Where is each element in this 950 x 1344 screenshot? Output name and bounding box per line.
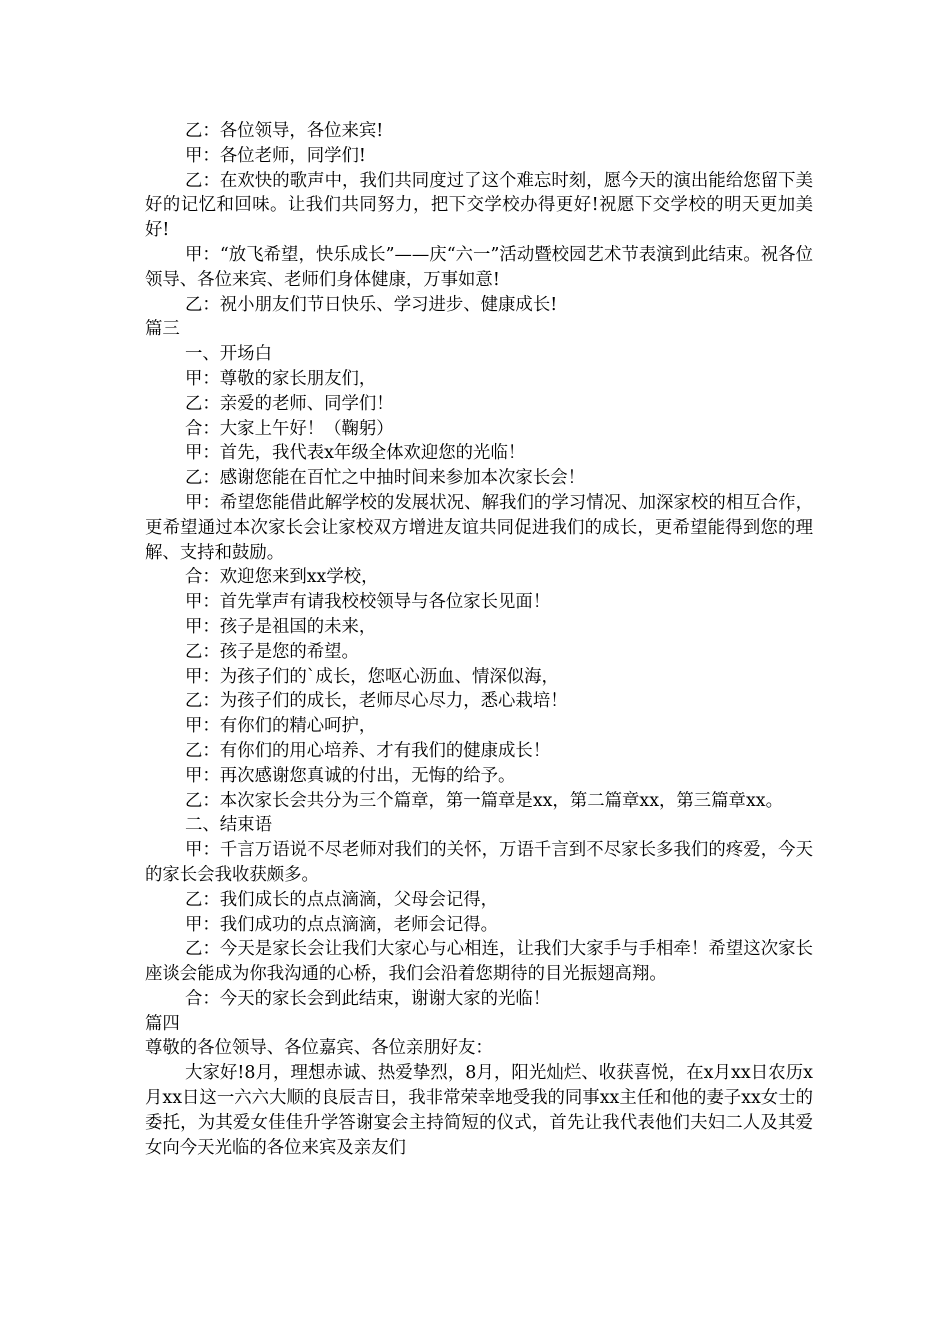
paragraph: 大家好!8月，理想赤诚、热爱挚烈，8月，阳光灿烂、收获喜悦，在x月xx日农历x月xx日这一六六大顺的良辰吉日，我非常荣幸地受我的同事xx主任和他的妻子xx女士的委托，为其爱女佳佳升学答谢宴会主持简短的仪式，首先让我代表他们夫妇二人及其爱女向今天光临的各位来宾及亲友们 xyxy=(145,1063,813,1158)
salutation: 尊敬的各位领导、各位嘉宾、各位亲朋好友： xyxy=(145,1038,493,1059)
paragraph: 甲：首先掌声有请我校校领导与各位家长见面！ xyxy=(185,592,551,613)
paragraph: 甲：首先，我代表x年级全体欢迎您的光临！ xyxy=(185,443,526,464)
paragraph: 甲：“放飞希望，快乐成长”——庆“六一”活动暨校园艺术节表演到此结束。祝各位领导、各位来宾、老师们身体健康，万事如意! xyxy=(145,244,813,290)
paragraph: 乙：为孩子们的成长，老师尽心尽力，悉心栽培！ xyxy=(185,691,568,712)
paragraph: 甲：为孩子们的`成长，您呕心沥血、情深似海， xyxy=(185,666,559,687)
paragraph: 甲：千言万语说不尽老师对我们的关怀，万语千言到不尽家长多我们的疼爱，今天的家长会我收获颇多。 xyxy=(145,840,813,885)
paragraph: 甲：各位老师，同学们! xyxy=(185,145,366,166)
paragraph: 合：欢迎您来到xx学校， xyxy=(185,567,379,588)
paragraph: 甲：孩子是祖国的未来， xyxy=(185,616,377,637)
paragraph: 甲：有你们的精心呵护， xyxy=(185,716,377,737)
paragraph: 合：今天的家长会到此结束，谢谢大家的光临！ xyxy=(185,988,551,1009)
paragraph: 甲：尊敬的家长朋友们， xyxy=(185,368,377,389)
paragraph: 乙：本次家长会共分为三个篇章，第一篇章是xx，第二篇章xx，第三篇章xx。 xyxy=(185,790,783,811)
section-heading: 篇三 xyxy=(145,319,180,340)
paragraph: 乙：感谢您能在百忙之中抽时间来参加本次家长会！ xyxy=(185,468,585,489)
paragraph: 乙：我们成长的点点滴滴，父母会记得， xyxy=(185,889,499,910)
paragraph: 乙：祝小朋友们节日快乐、学习进步、健康成长! xyxy=(185,294,558,315)
paragraph: 乙：有你们的用心培养、才有我们的健康成长！ xyxy=(185,740,551,761)
paragraph: 乙：孩子是您的希望。 xyxy=(185,641,359,662)
subsection-heading: 二、结束语 xyxy=(185,815,272,836)
paragraph: 乙：各位领导，各位来宾! xyxy=(185,121,384,141)
paragraph: 乙：在欢快的歌声中，我们共同度过了这个难忘时刻，愿今天的演出能给您留下美好的记忆和回味。让我们共同努力，把下交学校办得更好!祝愿下交学校的明天更加美好! xyxy=(145,170,813,241)
paragraph: 甲：希望您能借此解学校的发展状况、解我们的学习情况、加深家校的相互合作，更希望通过本次家长会让家校双方增进友谊共同促进我们的成长，更希望能得到您的理解、支持和鼓励。 xyxy=(145,492,813,563)
paragraph: 乙：亲爱的老师、同学们！ xyxy=(185,393,394,414)
paragraph: 乙：今天是家长会让我们大家心与心相连，让我们大家手与手相牵！希望这次家长座谈会能成为你我沟通的心桥，我们会沿着您期待的目光振翅高翔。 xyxy=(145,939,813,985)
paragraph: 甲：再次感谢您真诚的付出，无悔的给予。 xyxy=(185,765,516,786)
subsection-heading: 一、开场白 xyxy=(185,344,272,365)
paragraph: 甲：我们成功的点点滴滴，老师会记得。 xyxy=(185,914,499,935)
section-heading: 篇四 xyxy=(145,1013,180,1034)
paragraph: 合：大家上午好！（鞠躬） xyxy=(185,418,394,439)
